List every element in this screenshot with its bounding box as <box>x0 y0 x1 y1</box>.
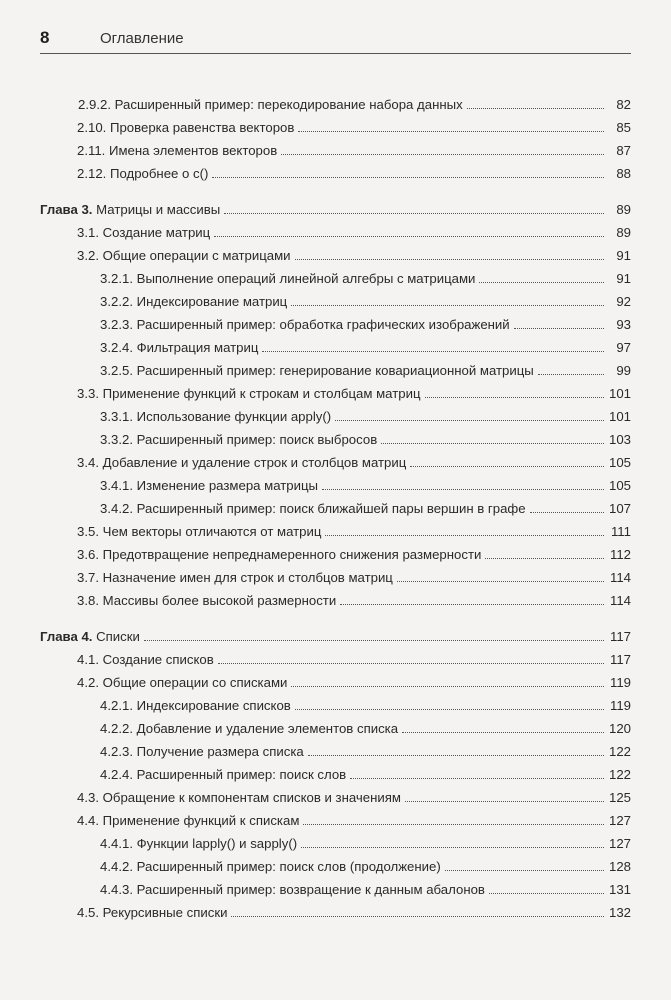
dot-leader <box>291 305 604 306</box>
page-number: 8 <box>40 28 50 47</box>
toc-entry <box>40 136 631 159</box>
toc-entry <box>40 379 631 402</box>
chapter-spacer <box>40 609 631 622</box>
entry-title: 4.2.3. Получение размера списка <box>100 744 304 759</box>
entry-title: 4.4. Применение функций к спискам <box>77 813 300 828</box>
toc-entry <box>40 668 631 691</box>
chapter-title <box>40 629 142 645</box>
dot-leader <box>397 581 604 582</box>
entry-title: 4.4.3. Расширенный пример: возвращение к данным абалонов <box>100 882 485 897</box>
page-header <box>40 28 184 48</box>
toc-entry <box>40 875 631 898</box>
entry-page-number: 93 <box>616 317 631 332</box>
chapter-title <box>40 202 222 218</box>
entry-page-number: 122 <box>608 767 631 782</box>
entry-page-number: 127 <box>608 836 631 851</box>
entry-title: 3.2.2. Индексирование матриц <box>100 294 288 309</box>
chapter-name: Матрицы и массивы <box>96 202 221 217</box>
dot-leader <box>350 778 604 779</box>
toc-entry <box>40 310 631 333</box>
entry-title: 3.7. Назначение имен для строк и столбцов матриц <box>77 570 393 585</box>
dot-leader <box>295 709 604 710</box>
chapter-spacer <box>40 182 631 195</box>
entry-page-number: 89 <box>616 225 631 240</box>
entry-title: 4.5. Рекурсивные списки <box>77 905 228 920</box>
entry-title: 4.1. Создание списков <box>77 652 214 667</box>
toc-entry <box>40 517 631 540</box>
toc-entry <box>40 737 631 760</box>
entry-title: 3.1. Создание матриц <box>77 225 211 240</box>
dot-leader <box>325 535 604 536</box>
dot-leader <box>335 420 604 421</box>
toc-entry <box>40 241 631 264</box>
dot-leader <box>231 916 604 917</box>
entry-title: 4.4.2. Расширенный пример: поиск слов (продолжение) <box>100 859 441 874</box>
toc-entry <box>40 783 631 806</box>
entry-page-number: 128 <box>608 859 631 874</box>
dot-leader <box>514 328 604 329</box>
entry-page-number: 132 <box>608 905 631 920</box>
toc-entry <box>40 829 631 852</box>
dot-leader <box>445 870 604 871</box>
dot-leader <box>303 824 604 825</box>
entry-page-number: 131 <box>608 882 631 897</box>
dot-leader <box>489 893 604 894</box>
entry-title: 4.2. Общие операции со списками <box>77 675 288 690</box>
dot-leader <box>402 732 604 733</box>
dot-leader <box>295 259 604 260</box>
entry-title: 3.3. Применение функций к строкам и столбцам матриц <box>77 386 421 401</box>
entry-page-number: 89 <box>616 202 631 217</box>
entry-title: 3.2.4. Фильтрация матриц <box>100 340 259 355</box>
toc-chapter-entry <box>40 622 631 645</box>
dot-leader <box>425 397 605 398</box>
toc-entry <box>40 645 631 668</box>
dot-leader <box>538 374 604 375</box>
entry-page-number: 105 <box>608 455 631 470</box>
entry-page-number: 101 <box>608 409 631 424</box>
toc-entry <box>40 402 631 425</box>
entry-title: 4.4.1. Функции lapply() и sapply() <box>100 836 298 851</box>
dot-leader <box>485 558 604 559</box>
entry-title: 4.3. Обращение к компонентам списков и значениям <box>77 790 401 805</box>
toc-entry <box>40 563 631 586</box>
toc-entry <box>40 806 631 829</box>
entry-page-number: 117 <box>609 629 631 644</box>
dot-leader <box>322 489 604 490</box>
entry-page-number: 101 <box>608 386 631 401</box>
toc-entry <box>40 714 631 737</box>
entry-title: 3.4.1. Изменение размера матрицы <box>100 478 319 493</box>
toc-entry <box>40 691 631 714</box>
entry-page-number: 107 <box>608 501 631 516</box>
toc-entry <box>40 494 631 517</box>
dot-leader <box>308 755 604 756</box>
chapter-number: Глава 3. <box>40 202 93 217</box>
entry-title: 3.2.5. Расширенный пример: генерирование ковариационной матрицы <box>100 363 534 378</box>
entry-page-number: 82 <box>616 97 631 112</box>
entry-page-number: 111 <box>610 524 631 539</box>
entry-page-number: 87 <box>616 143 631 158</box>
dot-leader <box>340 604 604 605</box>
toc-entry <box>40 540 631 563</box>
chapter-name: Списки <box>96 629 140 644</box>
toc-entry <box>40 159 631 182</box>
entry-title: 2.9.2. Расширенный пример: перекодирование набора данных <box>78 97 463 112</box>
dot-leader <box>144 640 604 641</box>
entry-page-number: 103 <box>608 432 631 447</box>
dot-leader <box>281 154 604 155</box>
entry-page-number: 117 <box>609 652 631 667</box>
entry-page-number: 114 <box>609 593 631 608</box>
entry-title: 3.2.3. Расширенный пример: обработка графических изображений <box>100 317 510 332</box>
dot-leader <box>405 801 604 802</box>
entry-page-number: 122 <box>608 744 631 759</box>
entry-page-number: 92 <box>616 294 631 309</box>
entry-title: 2.11. Имена элементов векторов <box>77 143 278 158</box>
toc-entry <box>40 448 631 471</box>
toc-entry <box>40 356 631 379</box>
dot-leader <box>212 177 604 178</box>
toc-entry <box>40 425 631 448</box>
toc-entry <box>40 852 631 875</box>
entry-page-number: 125 <box>608 790 631 805</box>
entry-title: 3.5. Чем векторы отличаются от матриц <box>77 524 322 539</box>
table-of-contents <box>40 90 631 921</box>
entry-page-number: 119 <box>609 698 631 713</box>
toc-entry <box>40 113 631 136</box>
entry-title: 3.8. Массивы более высокой размерности <box>77 593 337 608</box>
dot-leader <box>298 131 604 132</box>
entry-title: 2.10. Проверка равенства векторов <box>77 120 295 135</box>
chapter-number: Глава 4. <box>40 629 93 644</box>
entry-page-number: 114 <box>609 570 631 585</box>
entry-page-number: 91 <box>616 248 631 263</box>
entry-title: 3.4. Добавление и удаление строк и столбцов матриц <box>77 455 407 470</box>
dot-leader <box>262 351 604 352</box>
entry-page-number: 99 <box>616 363 631 378</box>
dot-leader <box>214 236 604 237</box>
toc-entry <box>40 264 631 287</box>
dot-leader <box>479 282 604 283</box>
entry-title: 3.4.2. Расширенный пример: поиск ближайшей пары вершин в графе <box>100 501 526 516</box>
entry-title: 4.2.1. Индексирование списков <box>100 698 291 713</box>
entry-title: 4.2.2. Добавление и удаление элементов списка <box>100 721 399 736</box>
toc-entry <box>40 287 631 310</box>
dot-leader <box>224 213 604 214</box>
entry-title: 4.2.4. Расширенный пример: поиск слов <box>100 767 347 782</box>
dot-leader <box>218 663 604 664</box>
entry-title: 3.3.1. Использование функции apply() <box>100 409 332 424</box>
entry-page-number: 112 <box>609 547 631 562</box>
entry-title: 3.3.2. Расширенный пример: поиск выбросов <box>100 432 378 447</box>
entry-page-number: 119 <box>609 675 631 690</box>
entry-page-number: 85 <box>616 120 631 135</box>
dot-leader <box>410 466 604 467</box>
toc-entry <box>40 760 631 783</box>
toc-entry <box>40 218 631 241</box>
entry-page-number: 88 <box>616 166 631 181</box>
entry-page-number: 105 <box>608 478 631 493</box>
entry-title: 3.2. Общие операции с матрицами <box>77 248 291 263</box>
entry-page-number: 91 <box>616 271 631 286</box>
toc-entry <box>40 471 631 494</box>
entry-page-number: 127 <box>608 813 631 828</box>
entry-title: 3.2.1. Выполнение операций линейной алгебры с матрицами <box>100 271 476 286</box>
dot-leader <box>301 847 604 848</box>
toc-entry <box>40 90 631 113</box>
entry-title: 3.6. Предотвращение непреднамеренного снижения размерности <box>77 547 482 562</box>
entry-title: 2.12. Подробнее о c() <box>77 166 209 181</box>
dot-leader <box>467 108 604 109</box>
dot-leader <box>291 686 604 687</box>
header-divider <box>40 53 631 54</box>
running-title: Оглавление <box>100 30 184 47</box>
toc-chapter-entry <box>40 195 631 218</box>
toc-entry <box>40 333 631 356</box>
dot-leader <box>530 512 604 513</box>
toc-entry <box>40 898 631 921</box>
entry-page-number: 120 <box>608 721 631 736</box>
toc-entry <box>40 586 631 609</box>
entry-page-number: 97 <box>616 340 631 355</box>
dot-leader <box>381 443 604 444</box>
